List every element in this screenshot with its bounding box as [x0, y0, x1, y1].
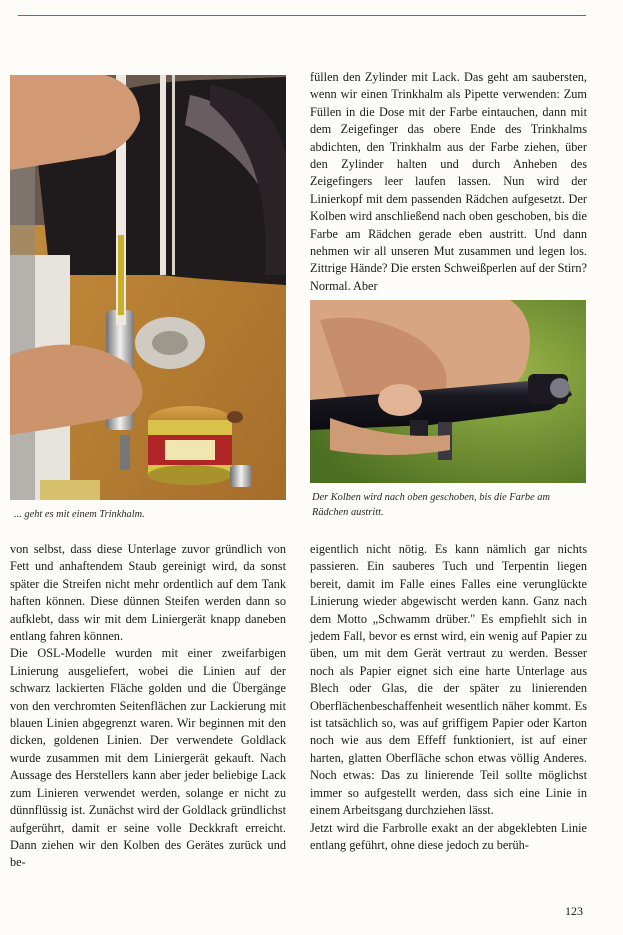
- text-column-right-bottom: [310, 541, 587, 854]
- photo-straw-pipette: [10, 75, 286, 500]
- text-column-right-top: [310, 69, 587, 295]
- left-photo-caption: ... geht es mit einem Trinkhalm.: [14, 509, 145, 520]
- text-column-left-bottom: [10, 541, 286, 872]
- right-photo-caption: Der Kolben wird nach oben geschoben, bis die Farbe am Rädchen austritt.: [312, 492, 550, 518]
- paragraph: Die OSL-Modelle wurden mit einer zweifarbigen Linierung ausgeliefert, wobei die Linien auf der schwarz lackierten Fläche golden und die Übergänge von den verchromten Seitenflächen zur Lackierung mit blauen Linien abgegrenzt waren. Wir beginnen mit den dicken, goldenen Linien. Der verwendete Goldlack wurde zusammen mit dem Liniergerät gekauft. Nach Aussage des Herstellers kann aber jeder beliebige Lack zum Linieren verwendet werden, solange er nicht zu dünnflüssig ist. Zunächst wird der Goldlack gründlichst aufgerührt, damit er seine volle Deckkraft erreicht. Dann ziehen wir den Kolben des Gerätes zurück und be-: [10, 646, 286, 870]
- paragraph: Jetzt wird die Farbrolle exakt an der abgeklebten Linie entlang geführt, ohne diese jedoch zu berüh-: [310, 820, 587, 852]
- paragraph: füllen den Zylinder mit Lack. Das geht am saubersten, wenn wir einen Trinkhalm als Pipette verwenden: Zum Füllen in die Dose mit der Farbe eintauchen, dann mit dem Zeigefinger das obere Ende des Trinkhalms abdichten, den Trinkhalm aus der Farbe ziehen, über den Zylinder halten und durch Anheben des Zeigefingers leer laufen lassen. Nun wird der Linierkopf mit dem passenden Rädchen aufgesetzt. Der Kolben wird anschließend nach oben geschoben, bis die Farbe am Rädchen gerade eben austritt. Und dann nehmen wir all unseren Mut zusammen und legen los. Zittrige Hände? Die ersten Schweißperlen auf der Stirn? Normal. Aber: [310, 70, 587, 293]
- photo-piston-applicator: [310, 300, 586, 483]
- paragraph: von selbst, dass diese Unterlage zuvor gründlich von Fett und anhaftendem Staub gereinigt wird, da sonst später die Streifen nicht mehr ordentlich auf dem Tank haften können. Diese dünnen Steifen werden dann so aufklebt, dass wir mit dem Liniergerät knapp daneben entlang fahren können.: [10, 542, 286, 644]
- page-number: 123: [565, 904, 583, 918]
- paragraph: eigentlich nicht nötig. Es kann nämlich gar nichts passieren. Ein sauberes Tuch und Terpentin liegen bereit, damit im Falle eines Falles eine verunglückte Linierung wieder abgewischt werden kann. Ganz nach dem Motto „Schwamm drüber." Es empfiehlt sich in jedem Fall, bevor es ernst wird, ein wenig auf Papier zu üben, um mit dem Gerät vertraut zu werden. Besser noch als Papier eignet sich eine harte Unterlage aus Blech oder Glas, die der später zu linierenden Oberflächenbeschaffenheit wesentlich näher kommt. Es ist tatsächlich so, was auf griffigem Papier oder Karton noch wie aus dem Effeff funktioniert, ist auf einer harten, glatten Oberfläche schon etwas völlig Anderes. Noch etwas: Das zu linierende Teil sollte möglichst immer so aufgestellt werden, dass sich eine Linie in einem Arbeitsgang durchziehen lässt.: [310, 542, 587, 818]
- header-rule: [18, 15, 586, 16]
